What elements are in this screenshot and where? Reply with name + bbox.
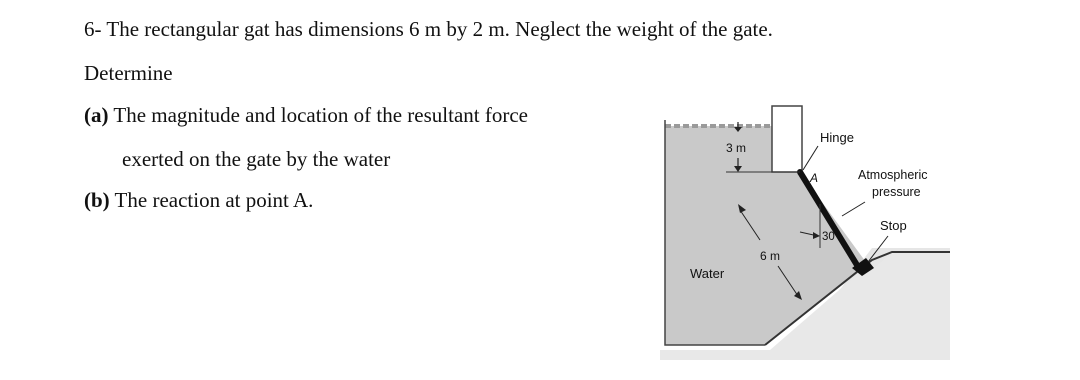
atmospheric-label-1: Atmospheric (858, 168, 928, 182)
stop-label: Stop (880, 218, 907, 233)
part-b-text: The reaction at point A. (114, 188, 314, 212)
gate-length-label: 6 m (760, 249, 781, 263)
point-a-label: A (810, 171, 819, 185)
depth-label: 3 m (726, 141, 747, 155)
gate-diagram (660, 100, 960, 360)
determine-label: Determine (84, 61, 173, 85)
water-label: Water (690, 266, 725, 281)
atmospheric-label-2: pressure (872, 185, 921, 199)
hinge-label: Hinge (820, 130, 854, 145)
part-a-line-2: exerted on the gate by the water (122, 147, 391, 171)
part-a-text-1: The magnitude and location of the resultant force (113, 103, 528, 127)
part-b-line (84, 188, 313, 212)
hinge-wall (772, 106, 802, 172)
atmospheric-leader (842, 202, 865, 216)
angle-label: 30° (822, 231, 840, 243)
problem-title: 6- The rectangular gat has dimensions 6 m by 2 m. Neglect the weight of the gate. (84, 17, 773, 41)
hinge-leader (803, 146, 818, 170)
part-a-label: (a) (84, 103, 109, 127)
part-a-line-1 (84, 103, 528, 127)
part-b-label: (b) (84, 188, 110, 212)
